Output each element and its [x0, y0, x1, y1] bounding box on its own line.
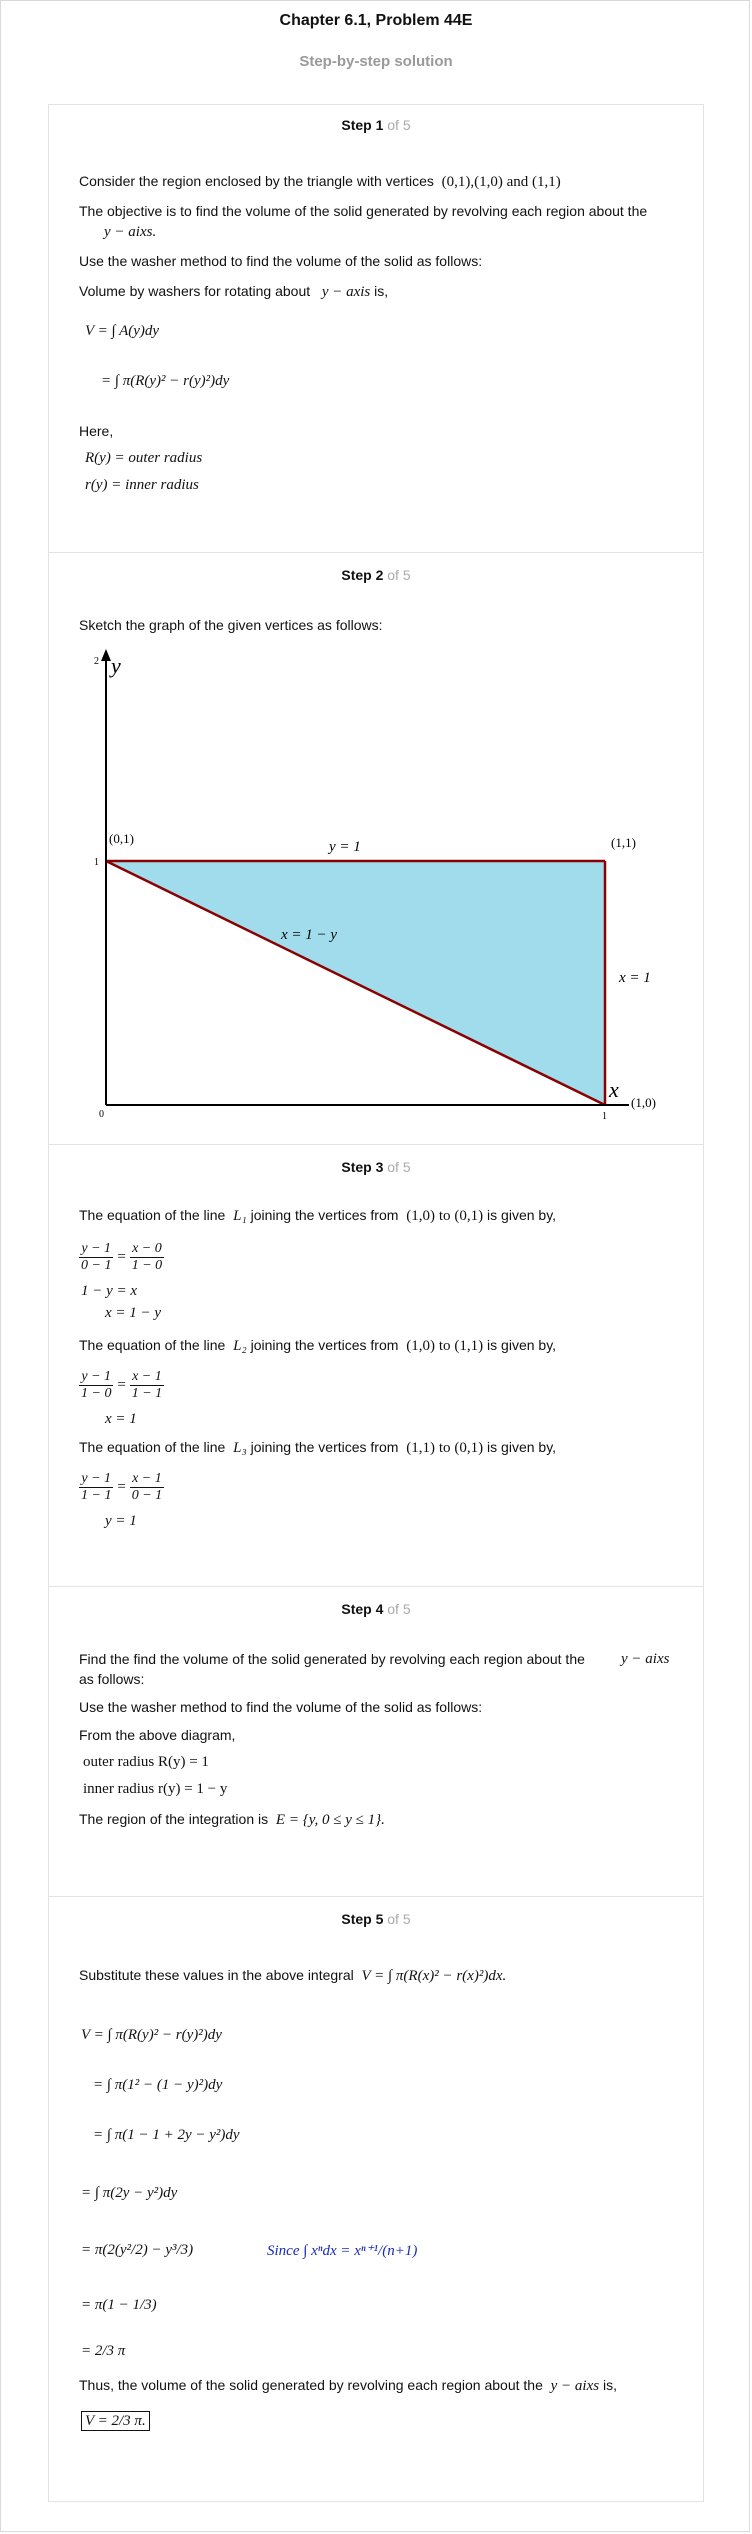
step-5-final-answer: V = 2/3 π.	[81, 2413, 150, 2430]
step-3-heading: Step 3 of 5	[341, 1159, 411, 1175]
step-1-outer: R(y) = outer radius	[85, 450, 203, 466]
step-1-heading: Step 1 of 5	[341, 117, 411, 133]
step-1-volume-by: Volume by washers for rotating about y − axis is,	[79, 283, 389, 300]
line-l3-text: The equation of the line L₃ joining the vertices from (1,1) to (0,1) is given by,	[79, 1439, 557, 1456]
line-l1-equation: $\frac{y - 1}{0 - 1}$ = $\frac{x - 0}{1 - 0}$	[81, 1241, 163, 1273]
step-1-eq1: V = ∫ A(y)dy	[85, 323, 160, 339]
step-5-heading: Step 5 of 5	[341, 1911, 411, 1927]
point-0-1-label: (0,1)	[109, 831, 134, 846]
step-1-eq2: = ∫ π(R(y)² − r(y)²)dy	[101, 373, 230, 389]
step-4-washer: Use the washer method to find the volume of the solid as follows:	[79, 1699, 483, 1715]
step-1-inner: r(y) = inner radius	[85, 477, 199, 493]
line-l3-step2: y = 1	[105, 1513, 137, 1529]
step-2-intro: Sketch the graph of the given vertices as follows:	[79, 617, 383, 633]
label-y-equals-1: y = 1	[329, 839, 361, 855]
step-2-heading: Step 2 of 5	[341, 567, 411, 583]
tick-x-1: 1	[602, 1111, 607, 1122]
label-x-equals-1-minus-y: x = 1 − y	[281, 927, 338, 943]
step-5-e6: = π(1 − 1/3)	[81, 2297, 157, 2313]
step-1-card	[48, 104, 704, 553]
step-1-intro: Consider the region enclosed by the triangle with vertices (0,1),(1,0) and (1,1)	[79, 173, 561, 190]
step-2-card	[48, 552, 704, 1145]
point-1-0-label: (1,0)	[631, 1095, 656, 1110]
step-5-e2: = ∫ π(1² − (1 − y)²)dy	[93, 2077, 223, 2093]
step-4-find: Find the find the volume of the solid generated by revolving each region about the	[79, 1651, 585, 1667]
step-4-find-axis: y − aixs	[621, 1651, 670, 1667]
tick-x-0: 0	[99, 1109, 104, 1120]
step-5-e1: V = ∫ π(R(y)² − r(y)²)dy	[81, 2027, 222, 2043]
step-5-thus: Thus, the volume of the solid generated by revolving each region about the y − aixs is,	[79, 2377, 617, 2394]
label-x-equals-1: x = 1	[619, 970, 651, 986]
tick-y-2: 2	[94, 656, 99, 667]
step-3-card	[48, 1144, 704, 1587]
page-title: Chapter 6.1, Problem 44E	[279, 12, 473, 29]
step-1-washer: Use the washer method to find the volume of the solid as follows:	[79, 253, 483, 269]
step-5-e7: = 2/3 π	[81, 2343, 126, 2359]
tick-y-1: 1	[94, 857, 99, 868]
step-5-e4: = ∫ π(2y − y²)dy	[81, 2185, 178, 2201]
step-1-here: Here,	[79, 423, 114, 439]
step-4-find-cont: as follows:	[79, 1671, 145, 1687]
point-1-1-label: (1,1)	[611, 835, 636, 850]
step-5-sub: Substitute these values in the above integral V = ∫ π(R(x)² − r(x)²)dx.	[79, 1967, 507, 1984]
line-l1-step2: 1 − y = x	[81, 1283, 138, 1299]
line-l2-step2: x = 1	[105, 1411, 137, 1427]
line-l1-step3: x = 1 − y	[105, 1305, 162, 1321]
line-l3-equation: $\frac{y - 1}{1 - 1}$ = $\frac{x - 1}{0 - 1}$	[81, 1471, 163, 1503]
step-4-outer: outer radius R(y) = 1	[83, 1754, 209, 1770]
y-axis-arrow	[101, 649, 111, 661]
step-1-objective: The objective is to find the volume of the solid generated by revolving each region about the	[79, 203, 648, 219]
step-5-since-note: Since ∫ xⁿdx = xⁿ⁺¹/(n+1)	[267, 2243, 418, 2259]
step-4-inner: inner radius r(y) = 1 − y	[83, 1781, 228, 1797]
step-4-from: From the above diagram,	[79, 1727, 236, 1743]
step-5-e3: = ∫ π(1 − 1 + 2y − y²)dy	[93, 2127, 240, 2143]
line-l1-text: The equation of the line L₁ joining the vertices from (1,0) to (0,1) is given by,	[79, 1207, 557, 1224]
region-graph	[49, 647, 703, 1127]
line-l2-equation: $\frac{y - 1}{1 - 0}$ = $\frac{x - 1}{1 - 1}$	[81, 1369, 163, 1401]
step-5-card	[48, 1896, 704, 2502]
step-5-e5: = π(2(y²/2) − y³/3)	[81, 2242, 194, 2258]
step-4-card	[48, 1586, 704, 1897]
step-4-region: The region of the integration is E = {y, 0 ≤ y ≤ 1}.	[79, 1811, 385, 1828]
page-subtitle: Step-by-step solution	[299, 53, 453, 70]
y-axis-label: y	[111, 653, 121, 678]
step-1-axis: y − aixs.	[104, 224, 157, 240]
line-l2-text: The equation of the line L₂ joining the vertices from (1,0) to (1,1) is given by,	[79, 1337, 557, 1354]
x-axis-label: x	[609, 1077, 619, 1102]
step-4-heading: Step 4 of 5	[341, 1601, 411, 1617]
